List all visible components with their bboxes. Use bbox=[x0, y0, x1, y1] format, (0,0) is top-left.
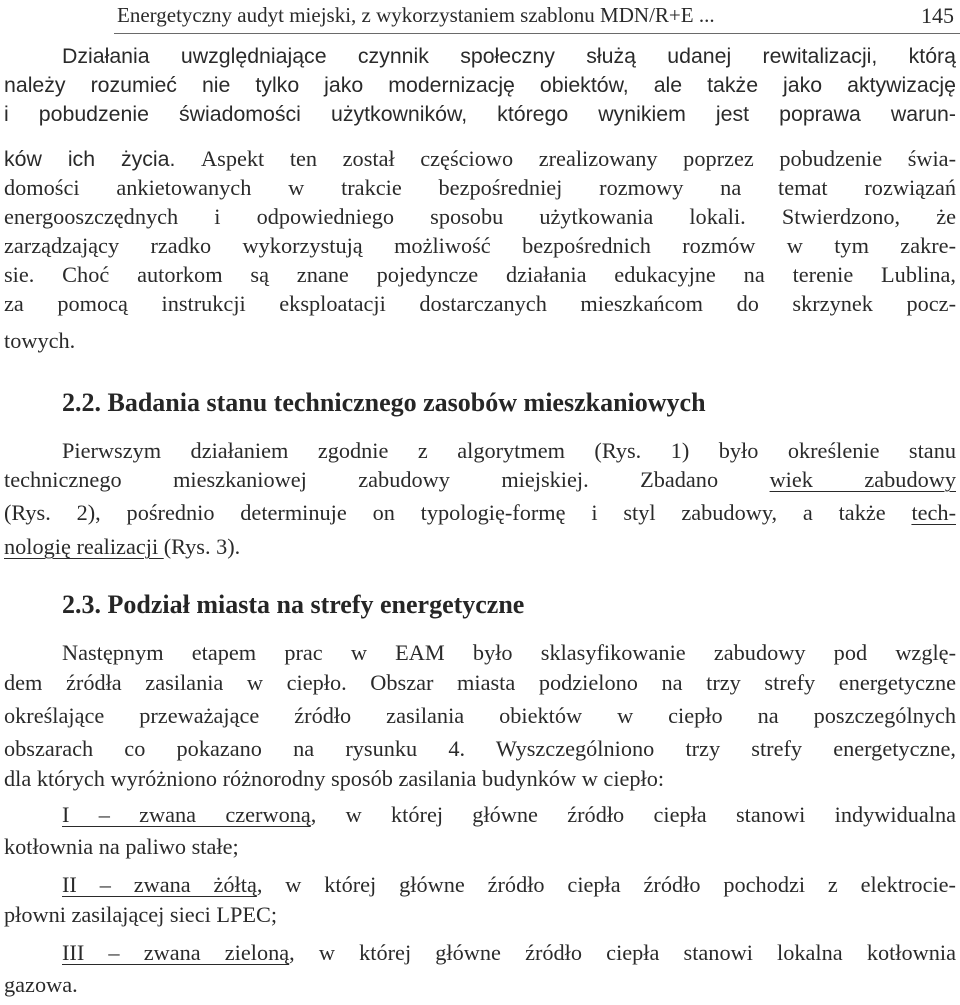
zone-label: II – zwana żółtą bbox=[62, 872, 257, 897]
paragraph-line: Pierwszym działaniem zgodnie z algorytmem (Rys. 1) było określenie stanu bbox=[62, 438, 956, 463]
paragraph-fragment: (Rys. 2), pośrednio determinuje on typologię-formę i styl zabudowy, a także bbox=[4, 500, 912, 525]
zone-item-yellow bbox=[4, 870, 956, 899]
section-heading: 2.3. Podział miasta na strefy energetyczne bbox=[62, 590, 525, 619]
paragraph-line: za pomocą instrukcji eksploatacji dostarczanych mieszkańcom do skrzynek pocz- bbox=[4, 291, 956, 316]
underlined-term: nologię realizacji bbox=[4, 534, 164, 559]
paragraph-line: obszarach co pokazano na rysunku 4. Wyszczególniono trzy strefy energetyczne, bbox=[4, 736, 956, 761]
underlined-term: wiek zabudowy bbox=[769, 467, 956, 492]
zone-item-continuation: kotłownia na paliwo stałe; bbox=[4, 834, 239, 859]
zone-description: , w której główne źródło ciepła stanowi indywidualna bbox=[310, 802, 956, 827]
paragraph-line bbox=[4, 532, 956, 561]
paragraph-line: i pobudzenie świadomości użytkowników, którego wynikiem jest poprawa warun- bbox=[4, 102, 956, 126]
paragraph-line: sie. Choć autorkom są znane pojedyncze działania edukacyjne na terenie Lublina, bbox=[4, 262, 956, 287]
zone-item-continuation: gazowa. bbox=[4, 972, 78, 997]
paragraph-line: dem źródła zasilania w ciepło. Obszar miasta podzielono na trzy strefy energetyczne bbox=[4, 670, 956, 695]
page-number: 145 bbox=[921, 3, 954, 28]
zone-description: , w której główne źródło ciepła stanowi lokalna kotłownia bbox=[289, 940, 956, 965]
paragraph-line: dla których wyróżniono różnorodny sposób zasilania budynków w ciepło: bbox=[4, 766, 665, 791]
paragraph-fragment: technicznego mieszkaniowej zabudowy miejskiej. Zbadano bbox=[4, 467, 770, 492]
paragraph-line: energooszczędnych i odpowiedniego sposobu użytkowania lokali. Stwierdzono, że bbox=[4, 204, 956, 229]
header-rule bbox=[114, 33, 960, 34]
paragraph-line: określające przeważające źródło zasilania obiektów w ciepło na poszczególnych bbox=[4, 703, 956, 728]
section-heading: 2.2. Badania stanu technicznego zasobów mieszkaniowych bbox=[62, 388, 706, 417]
zone-item-green bbox=[4, 938, 956, 967]
zone-label: I – zwana czerwoną bbox=[62, 802, 311, 827]
running-header bbox=[0, 0, 960, 36]
zone-item-continuation: płowni zasilającej sieci LPEC; bbox=[4, 902, 278, 927]
paragraph-line: zarządzający rzadko wykorzystują możliwość bezpośrednich rozmów w tym zakre- bbox=[4, 233, 956, 258]
zone-description: , w której główne źródło ciepła źródło pochodzi z elektrocie- bbox=[256, 872, 956, 897]
paragraph-line: Działania uwzględniające czynnik społeczny służą udanej rewitalizacji, którą bbox=[62, 44, 956, 68]
paragraph-line: towych. bbox=[4, 328, 76, 353]
paragraph-line: Następnym etapem prac w EAM było sklasyfikowanie zabudowy pod wzglę- bbox=[62, 640, 956, 665]
paragraph-fragment: ków ich życia. bbox=[4, 147, 176, 171]
paragraph-line bbox=[4, 465, 956, 494]
paragraph-line bbox=[4, 498, 956, 527]
zone-label: III – zwana zieloną bbox=[62, 940, 290, 965]
paragraph-fragment: (Rys. 3). bbox=[163, 534, 241, 559]
paragraph-line: należy rozumieć nie tylko jako modernizację obiektów, ale także jako aktywizację bbox=[4, 73, 956, 97]
paragraph-line bbox=[4, 144, 956, 174]
zone-item-red bbox=[4, 800, 956, 829]
underlined-term: tech- bbox=[911, 500, 956, 525]
paragraph-line: domości ankietowanych w trakcie bezpośredniej rozmowy na temat rozwiązań bbox=[4, 175, 956, 200]
running-header-title: Energetyczny audyt miejski, z wykorzystaniem szablonu MDN/R+E ... bbox=[117, 3, 715, 27]
paragraph-fragment: Aspekt ten został częściowo zrealizowany poprzez pobudzenie świa- bbox=[201, 146, 957, 171]
